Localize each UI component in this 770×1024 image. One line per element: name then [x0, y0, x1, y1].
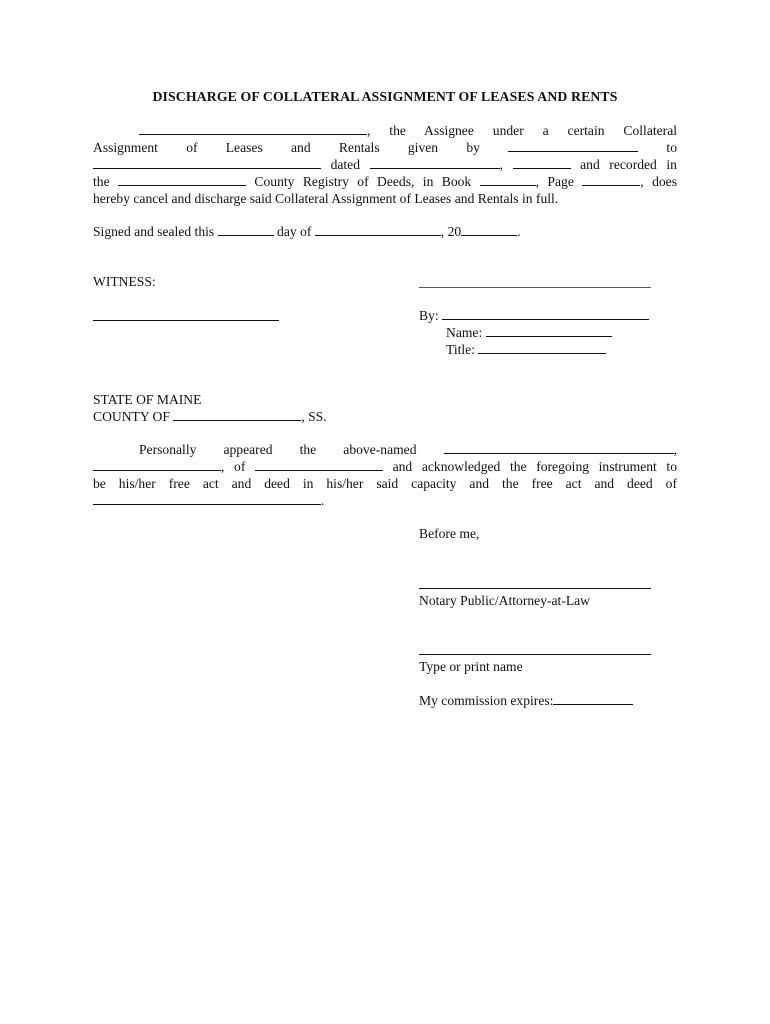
before-me-label: Before me, [419, 526, 480, 541]
recorded-in-text: and recorded in [580, 157, 677, 172]
discharge-text: hereby cancel and discharge said Collateral Assignment of Leases and Rentals in full. [93, 191, 559, 206]
acknowledged-text: and acknowledged the foregoing instrument to [392, 459, 677, 474]
acknowledgment-paragraph: Personally appeared the above-named , , of and acknowledged the foregoing instrument to be his/her free act and deed in his/her said capacity and the free act and deed of . [93, 442, 677, 508]
deed-of-blank[interactable] [93, 492, 321, 505]
dated-blank[interactable] [370, 156, 500, 169]
page-blank[interactable] [582, 173, 640, 186]
day-blank[interactable] [218, 223, 274, 236]
county-blank[interactable] [173, 408, 301, 421]
ack-name-blank[interactable] [93, 458, 221, 471]
ack-of-blank[interactable] [255, 458, 383, 471]
signed-year-blank[interactable] [461, 223, 517, 236]
witness-signature-line[interactable] [93, 320, 279, 321]
witness-label: WITNESS: [93, 274, 156, 289]
signed-text: Signed and sealed this [93, 224, 215, 239]
type-print-label: Type or print name [419, 659, 523, 674]
of-text: , of [221, 459, 246, 474]
assignee-signature-line[interactable] [419, 287, 651, 288]
assignment-paragraph: , the Assignee under a certain Collateral Assignment of Leases and Rentals given by to dated , and recorded in the County Registry of Deeds, in Book , Page , does hereby cancel and discharge said Collateral Assignment of Leases and Rentals in full. [93, 123, 678, 206]
period: . [517, 224, 521, 239]
twenty-text: , 20 [440, 224, 462, 239]
to-blank[interactable] [93, 156, 321, 169]
notary-label: Notary Public/Attorney-at-Law [419, 593, 591, 608]
page-text: , Page [535, 174, 574, 189]
ack-period: . [321, 493, 325, 508]
day-of-text: day of [277, 224, 312, 239]
by-blank[interactable] [442, 307, 649, 320]
commission-blank[interactable] [553, 692, 633, 705]
county-line [93, 408, 327, 425]
does-text: , does [640, 174, 677, 189]
document-title: DISCHARGE OF COLLATERAL ASSIGNMENT OF LEASES AND RENTS [152, 89, 618, 104]
year-blank[interactable] [513, 156, 571, 169]
commission-line [419, 692, 633, 709]
registry-text: County Registry of Deeds, in Book [254, 174, 472, 189]
county-registry-blank[interactable] [118, 173, 246, 186]
personally-appeared-text: Personally appeared the above-named [139, 442, 417, 457]
title-blank[interactable] [478, 341, 606, 354]
above-named-blank[interactable] [444, 441, 674, 454]
print-name-line[interactable] [419, 654, 651, 655]
notary-signature-line[interactable] [419, 588, 651, 589]
month-blank[interactable] [315, 223, 441, 236]
by-line [419, 307, 649, 324]
state-label: STATE OF MAINE [93, 392, 202, 407]
title-line [446, 341, 606, 358]
book-blank[interactable] [480, 173, 536, 186]
given-by-blank[interactable] [508, 139, 638, 152]
the-text: the [93, 174, 110, 189]
county-label: COUNTY OF [93, 409, 170, 424]
ss-text: , SS. [301, 409, 327, 424]
name-blank[interactable] [486, 324, 612, 337]
name-line [446, 324, 612, 341]
signed-sealed-line [93, 223, 521, 240]
title-label: Title: [446, 342, 475, 357]
to-text: to [666, 140, 677, 155]
name-label: Name: [446, 325, 483, 340]
commission-label: My commission expires: [419, 693, 554, 708]
assignee-text: the Assignee under a certain Collateral [389, 123, 678, 138]
assignment-given-by-text: Assignment of Leases and Rentals given by [93, 140, 480, 155]
free-act-text: be his/her free act and deed in his/her said capacity and the free act and deed of [93, 476, 677, 491]
by-label: By: [419, 308, 439, 323]
dated-text: dated [330, 157, 361, 172]
assignee-blank[interactable] [139, 122, 367, 135]
